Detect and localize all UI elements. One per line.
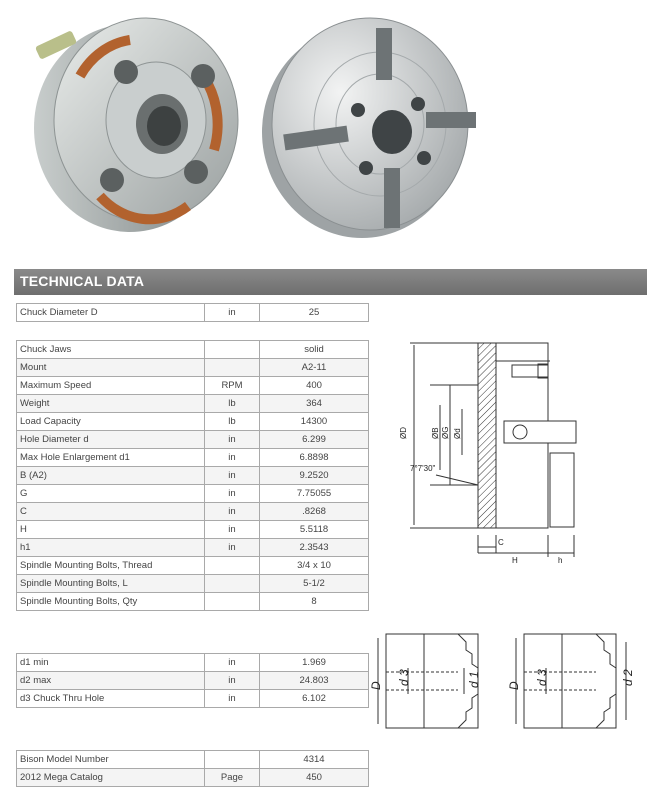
row-unit: in <box>205 503 260 521</box>
table-row <box>17 395 369 413</box>
row-unit: in <box>205 304 260 322</box>
d2-diagram <box>507 628 640 738</box>
row-value: 1.969 <box>260 654 369 672</box>
row-unit: in <box>205 672 260 690</box>
row-label: Max Hole Enlargement d1 <box>17 449 205 467</box>
row-label: H <box>17 521 205 539</box>
table-row <box>17 593 369 611</box>
label-H: H <box>512 556 518 565</box>
chuck-diameter-table <box>16 303 369 322</box>
d1-diagram <box>369 628 502 738</box>
label-d2: d 2 <box>621 669 635 686</box>
row-unit: in <box>205 467 260 485</box>
label-G: ØG <box>441 426 450 439</box>
row-value: solid <box>260 341 369 359</box>
section-title: TECHNICAL DATA <box>20 273 145 289</box>
row-unit <box>205 359 260 377</box>
table-row <box>17 485 369 503</box>
table-row <box>17 431 369 449</box>
row-value: 5-1/2 <box>260 575 369 593</box>
row-value: 24.803 <box>260 672 369 690</box>
row-label: Spindle Mounting Bolts, Thread <box>17 557 205 575</box>
row-label: Weight <box>17 395 205 413</box>
table-row <box>17 341 369 359</box>
table-row <box>17 672 369 690</box>
row-unit: lb <box>205 395 260 413</box>
row-value: 6.102 <box>260 690 369 708</box>
row-value: 6.299 <box>260 431 369 449</box>
chuck-photo-back <box>18 0 248 245</box>
row-label: Bison Model Number <box>17 751 205 769</box>
row-value: 14300 <box>260 413 369 431</box>
label-B: ØB <box>431 427 440 439</box>
row-unit: in <box>205 539 260 557</box>
row-label: d2 max <box>17 672 205 690</box>
table-row <box>17 539 369 557</box>
label-d1: d 1 <box>467 671 481 688</box>
row-label: Spindle Mounting Bolts, L <box>17 575 205 593</box>
table-row <box>17 557 369 575</box>
row-unit <box>205 557 260 575</box>
table-row <box>17 467 369 485</box>
label-d3: d 3 <box>397 669 411 686</box>
row-value: 8 <box>260 593 369 611</box>
label-D2: D <box>369 681 383 690</box>
row-unit: in <box>205 690 260 708</box>
label-D: ØD <box>399 427 408 439</box>
row-label: d3 Chuck Thru Hole <box>17 690 205 708</box>
row-value: 7.75055 <box>260 485 369 503</box>
row-label: Chuck Diameter D <box>17 304 205 322</box>
table-row <box>17 654 369 672</box>
row-label: C <box>17 503 205 521</box>
row-unit <box>205 593 260 611</box>
row-value: A2-11 <box>260 359 369 377</box>
row-unit <box>205 575 260 593</box>
row-label: h1 <box>17 539 205 557</box>
row-unit: in <box>205 485 260 503</box>
row-value: 25 <box>260 304 369 322</box>
cross-section-diagram <box>400 335 590 565</box>
label-C: C <box>498 538 504 547</box>
row-value: 3/4 x 10 <box>260 557 369 575</box>
label-h: h <box>558 556 563 565</box>
label-D3: D <box>507 681 521 690</box>
table-row <box>17 503 369 521</box>
specs-table <box>16 340 369 611</box>
row-label: d1 min <box>17 654 205 672</box>
row-unit: lb <box>205 413 260 431</box>
table-row <box>17 449 369 467</box>
row-label: Hole Diameter d <box>17 431 205 449</box>
row-unit: Page <box>205 769 260 787</box>
chuck-photo-front <box>258 0 478 245</box>
row-label: Mount <box>17 359 205 377</box>
row-unit: in <box>205 521 260 539</box>
row-value: 6.8898 <box>260 449 369 467</box>
row-unit <box>205 341 260 359</box>
table-row <box>17 690 369 708</box>
table-row <box>17 413 369 431</box>
row-unit: in <box>205 449 260 467</box>
table-row <box>17 304 369 322</box>
table-row <box>17 521 369 539</box>
row-value: .8268 <box>260 503 369 521</box>
row-value: 450 <box>260 769 369 787</box>
hole-table <box>16 653 369 708</box>
row-label: Spindle Mounting Bolts, Qty <box>17 593 205 611</box>
row-value: 364 <box>260 395 369 413</box>
row-label: Maximum Speed <box>17 377 205 395</box>
row-value: 9.2520 <box>260 467 369 485</box>
section-header <box>14 269 647 295</box>
row-value: 5.5118 <box>260 521 369 539</box>
row-value: 400 <box>260 377 369 395</box>
table-row <box>17 359 369 377</box>
row-unit: in <box>205 431 260 449</box>
row-unit: in <box>205 654 260 672</box>
row-label: Load Capacity <box>17 413 205 431</box>
table-row <box>17 377 369 395</box>
row-label: G <box>17 485 205 503</box>
label-d3b: d 3 <box>535 669 549 686</box>
catalog-table <box>16 750 369 787</box>
row-unit: RPM <box>205 377 260 395</box>
row-value: 2.3543 <box>260 539 369 557</box>
row-label: 2012 Mega Catalog <box>17 769 205 787</box>
row-value: 4314 <box>260 751 369 769</box>
label-angle: 7°7'30" <box>410 464 436 473</box>
table-row <box>17 751 369 769</box>
row-label: B (A2) <box>17 467 205 485</box>
table-row <box>17 575 369 593</box>
row-label: Chuck Jaws <box>17 341 205 359</box>
row-unit <box>205 751 260 769</box>
label-d: Ød <box>453 428 462 439</box>
table-row <box>17 769 369 787</box>
